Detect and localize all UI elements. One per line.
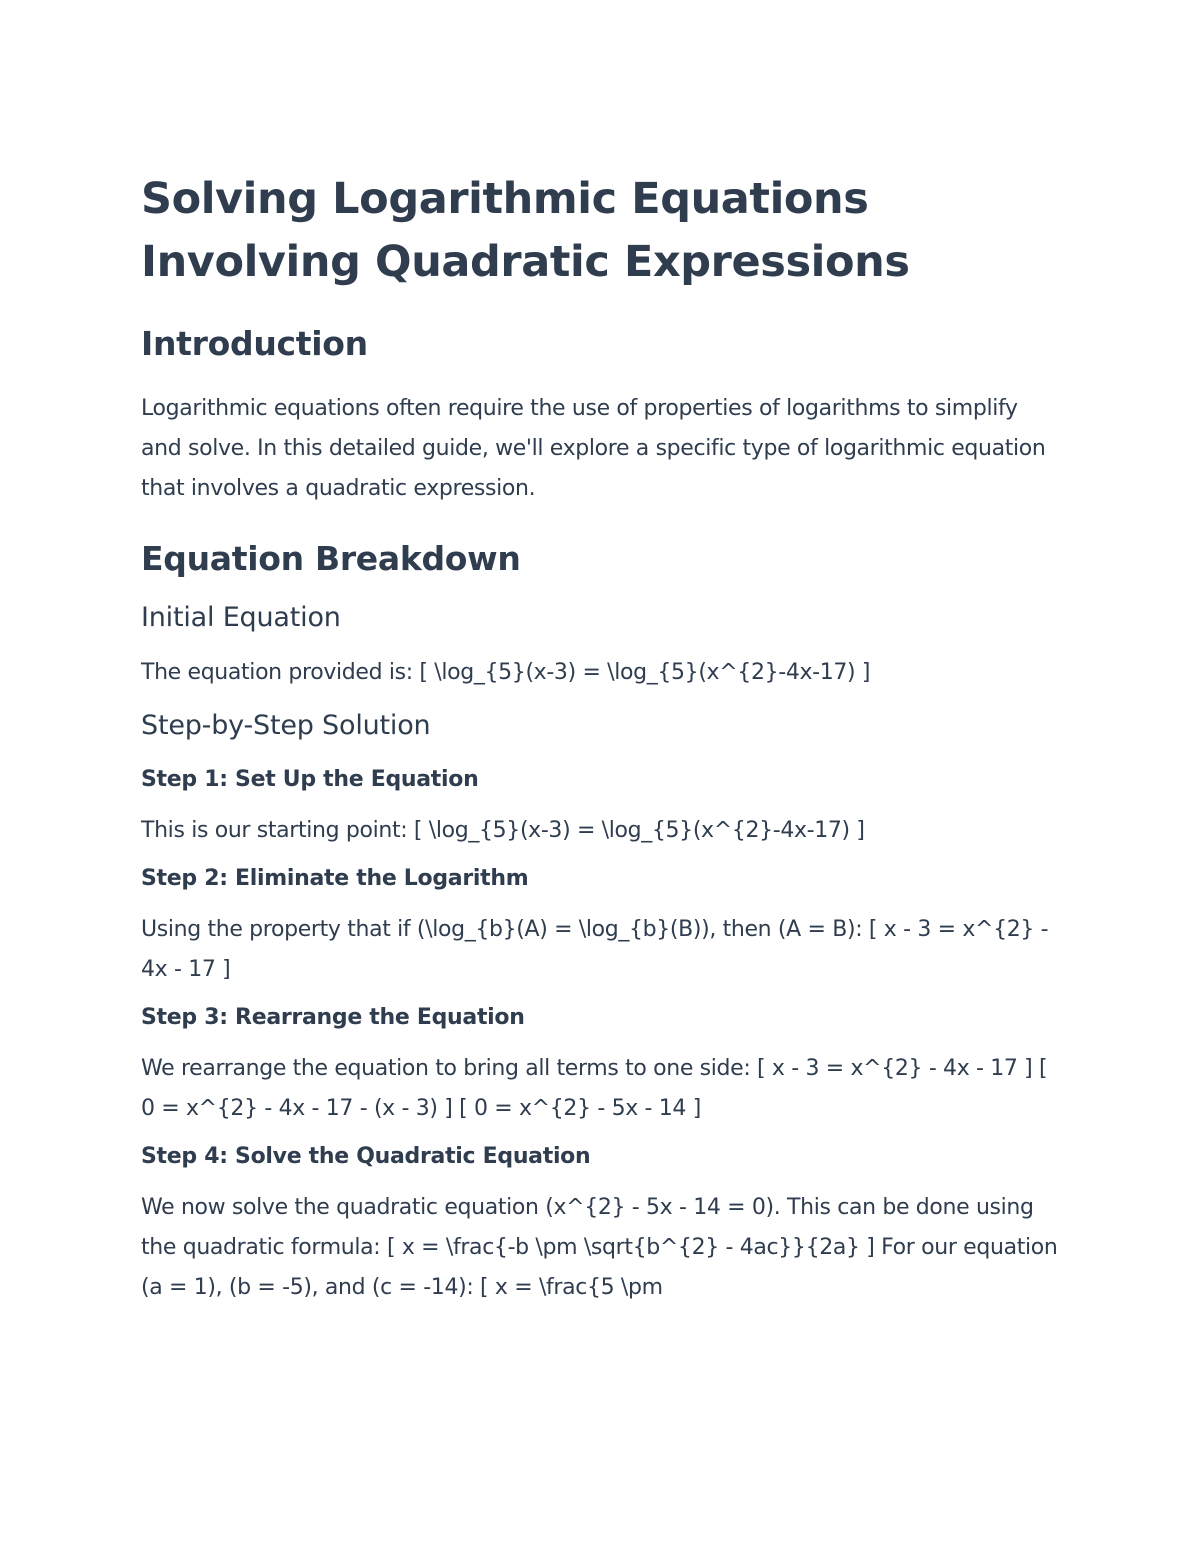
introduction-paragraph: Logarithmic equations often require the use of properties of logarithms to simplify and solve. In this detailed guide, we'll explore a specific type of logarithmic equation that involves a quadratic expression. (141, 396, 1046, 501)
step-2-paragraph: Using the property that if (\log_{b}(A) = \log_{b}(B)), then (A = B): [ x - 3 = x^{2} - 4x - 17 ] (141, 917, 1049, 982)
initial-equation-heading: Initial Equation (141, 602, 341, 633)
step-4-heading: Step 4: Solve the Quadratic Equation (141, 1144, 591, 1169)
document-title: Solving Logarithmic Equations Involving Quadratic Expressions (141, 174, 910, 287)
step-2-heading: Step 2: Eliminate the Logarithm (141, 866, 529, 891)
step-3-heading: Step 3: Rearrange the Equation (141, 1005, 525, 1030)
step-by-step-heading: Step-by-Step Solution (141, 710, 431, 741)
step-1-paragraph: This is our starting point: [ \log_{5}(x-3) = \log_{5}(x^{2}-4x-17) ] (141, 818, 865, 843)
initial-equation-paragraph: The equation provided is: [ \log_{5}(x-3) = \log_{5}(x^{2}-4x-17) ] (141, 660, 871, 685)
step-3-paragraph: We rearrange the equation to bring all terms to one side: [ x - 3 = x^{2} - 4x - 17 ] [ 0 = x^{2} - 4x - 17 - (x - 3) ] [ 0 = x^{2} - 5x - 14 ] (141, 1056, 1048, 1121)
equation-breakdown-heading: Equation Breakdown (141, 539, 521, 578)
step-1-heading: Step 1: Set Up the Equation (141, 767, 479, 792)
document-page (141, 168, 1061, 1321)
introduction-heading: Introduction (141, 324, 368, 363)
step-4-paragraph: We now solve the quadratic equation (x^{2} - 5x - 14 = 0). This can be done using the quadratic formula: [ x = \frac{-b \pm \sqrt{b^{2} - 4ac}}{2a} ] For our equation (a = 1), (b = -5), and (c = -14): [ x = \frac{5 \pm (141, 1195, 1058, 1300)
